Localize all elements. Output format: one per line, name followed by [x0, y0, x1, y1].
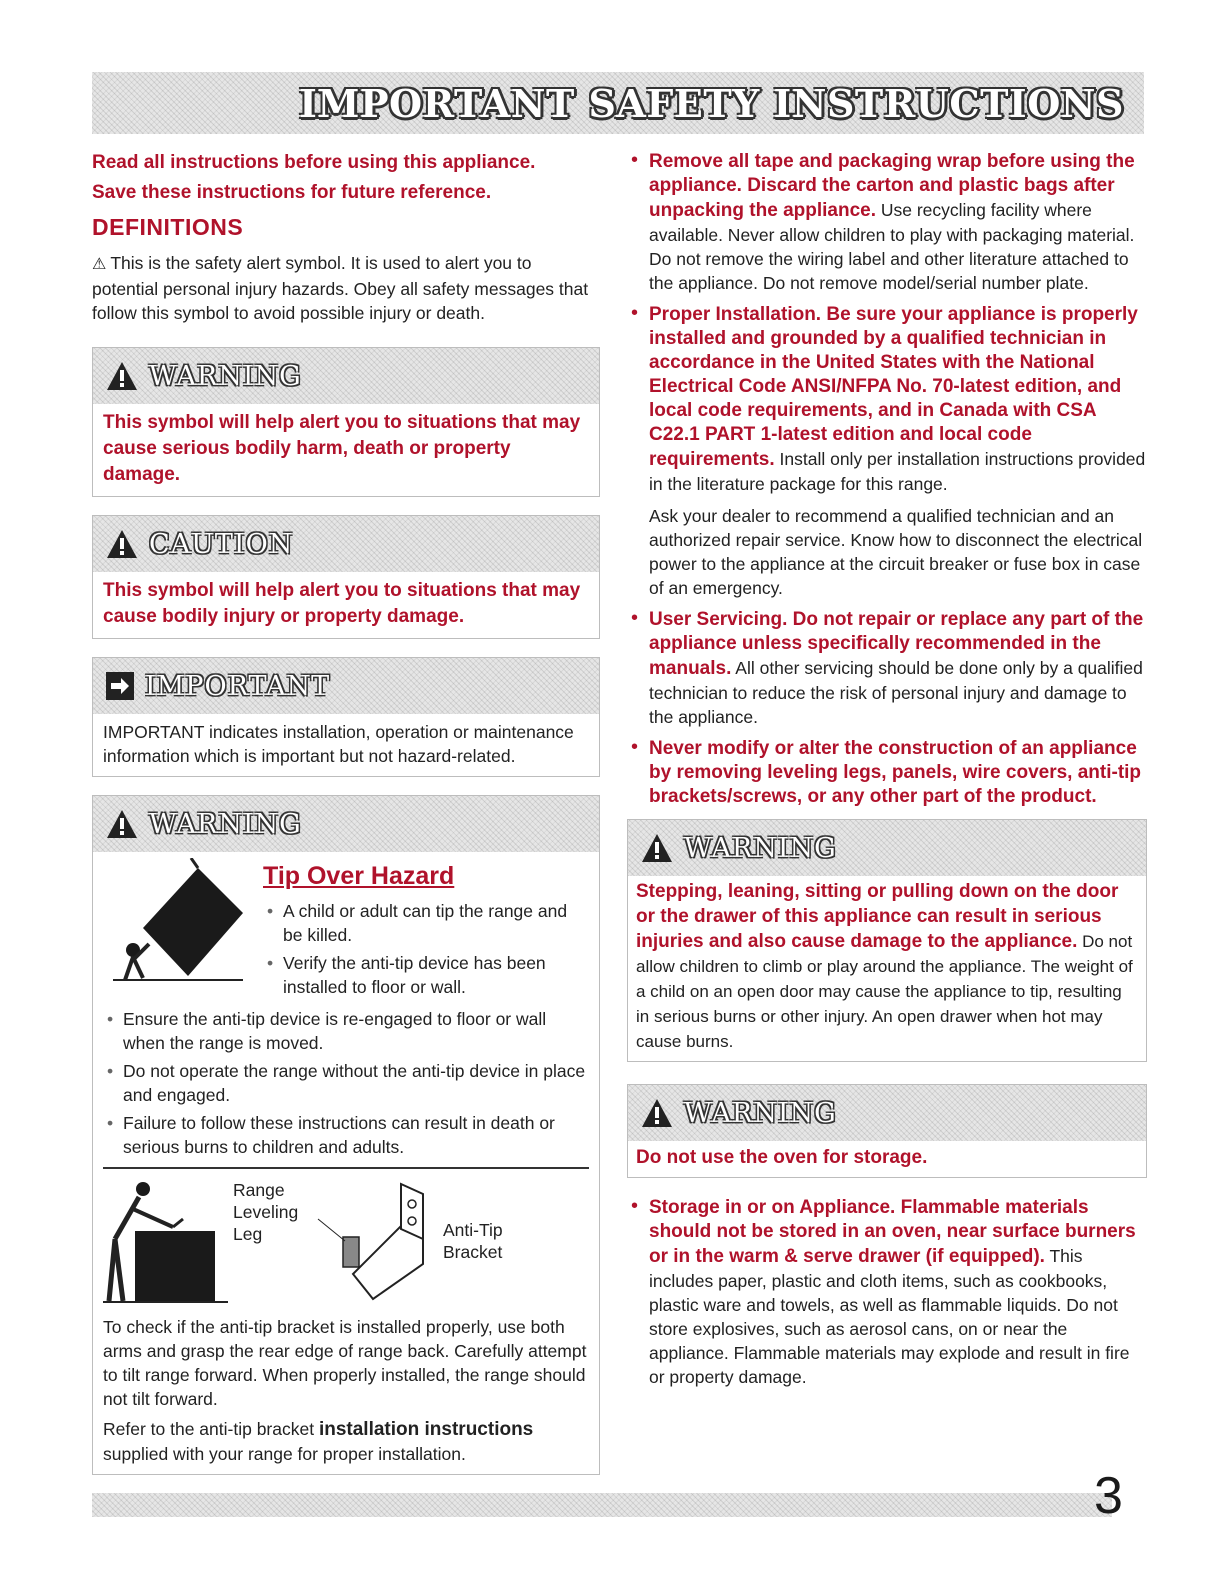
warning-body — [628, 876, 1146, 1061]
important-box — [92, 657, 600, 777]
caution-triangle-icon — [105, 528, 139, 560]
list-item: • User Servicing. Do not repair or replace any part of the appliance unless specifically recommended in the manuals. All other servicing should be done only by a qualified technician to reduce the risk of personal injury and damage to the appliance. — [627, 608, 1147, 729]
tip-over-body — [93, 852, 599, 1474]
definitions-title: DEFINITIONS — [92, 214, 244, 240]
list-item: • Ensure the anti-tip device is re-engaged to floor or wall when the range is moved. — [123, 1007, 589, 1055]
list-item: • Never modify or alter the construction of an appliance by removing leveling legs, panels, wire covers, anti-tip brackets/screws, or any other part of the product. — [627, 737, 1147, 809]
warning-header — [628, 1085, 1146, 1141]
list-item: • Proper Installation. Be sure your appliance is properly installed and grounded by a qualified technician in accordance in the United States with the National Electrical Code ANSI/NFPA No. 70-latest edition, and local code requirements, and in Canada with CSA C22.1 PART 1-latest edition and local code requirements. Install only per installation instructions provided in the literature package for this range. — [627, 303, 1147, 496]
anti-tip-bracket-illustration — [313, 1179, 443, 1304]
list-item: • A child or adult can tip the range and be killed. — [283, 899, 589, 947]
caution-box — [92, 515, 600, 639]
definitions-text: ⚠ This is the safety alert symbol. It is used to alert you to potential personal injury hazards. Obey all safety messages that follow this symbol to avoid possible injury or death. — [92, 253, 589, 323]
warning-label: WARNING — [149, 360, 302, 392]
header-banner — [92, 72, 1144, 134]
list-item: • Verify the anti-tip device has been installed to floor or wall. — [283, 951, 589, 999]
warning-triangle-icon — [640, 1097, 674, 1129]
list-item: • Storage in or on Appliance. Flammable materials should not be stored in an oven, near surface burners or in the warm & serve drawer (if equipped). This includes paper, plastic and cloth items, such as cookbooks, plastic ware and towels, as well as flammable liquids. Do not store explosives, such as aerosol cans, on or near the appliance. Flammable materials may explode and result in fire or property damage. — [627, 1196, 1147, 1389]
safety-alert-icon: ⚠ — [92, 256, 107, 273]
important-text: IMPORTANT indicates installation, operation or maintenance information which is important but not hazard-related. — [103, 722, 574, 766]
caution-header — [93, 516, 599, 572]
refer-instructions: Refer to the anti-tip bracket installation instructions supplied with your range for proper installation. — [103, 1419, 534, 1464]
warning-box-4 — [627, 1084, 1147, 1178]
left-column — [92, 150, 600, 1475]
dealer-paragraph: Ask your dealer to recommend a qualified technician and an authorized repair service. Know how to disconnect the electrical power to the appliance at the circuit breaker or fuse box in case of an emergency. — [649, 506, 1143, 598]
caution-label: CAUTION — [149, 528, 294, 560]
warning-text: Do not use the oven for storage. — [636, 1147, 928, 1168]
footer-strip — [92, 1493, 1112, 1517]
warning-label: WARNING — [149, 808, 302, 840]
divider — [103, 1167, 589, 1169]
warning-triangle-icon — [105, 360, 139, 392]
page-number: 3 — [1094, 1467, 1123, 1525]
warning-header — [93, 348, 599, 404]
figure-label-anti-tip: Anti-Tip — [443, 1220, 503, 1240]
anti-tip-figure — [103, 1179, 589, 1309]
warning-text: This symbol will help alert you to situations that may cause serious bodily harm, death or property damage. — [103, 412, 581, 485]
warning-body — [628, 1141, 1146, 1177]
warning-box-1 — [92, 347, 600, 497]
warning-header — [628, 820, 1146, 876]
figure-label-range: Range — [233, 1180, 285, 1200]
warning-triangle-icon — [105, 808, 139, 840]
tip-over-title: Tip Over Hazard — [263, 862, 455, 890]
arrow-box-icon — [105, 671, 135, 701]
warning-label: WARNING — [684, 1097, 837, 1129]
warning-text: Stepping, leaning, sitting or pulling down on the door or the drawer of this appliance can result in serious injuries and also cause damage to the appliance. Do not allow children to climb or play around the appliance. The weight of a child on an open door may cause the appliance to tip, resulting in serious burns or other injury. An open drawer when hot may cause burns. — [636, 881, 1133, 1051]
list-item: • Do not operate the range without the anti-tip device in place and engaged. — [123, 1059, 589, 1107]
check-instructions: To check if the anti-tip bracket is installed properly, use both arms and grasp the rear edge of range back. Carefully attempt to tilt range forward. When properly installed, the range should not tilt forward. — [103, 1317, 587, 1409]
warning-body — [93, 404, 599, 496]
list-item: • Remove all tape and packaging wrap before using the appliance. Discard the carton and plastic bags after unpacking the appliance. Use recycling facility where available. Never allow children to play with packaging material. Do not remove the wiring label and other literature attached to the appliance. Do not remove model/serial number plate. — [627, 150, 1147, 295]
warning-triangle-icon — [640, 832, 674, 864]
lead-read-all: Read all instructions before using this appliance. — [92, 152, 536, 173]
lead-save: Save these instructions for future reference. — [92, 182, 492, 203]
caution-text: This symbol will help alert you to situations that may cause bodily injury or property damage. — [103, 580, 581, 627]
warning-label: WARNING — [684, 832, 837, 864]
right-column — [627, 150, 1147, 1397]
page-title: IMPORTANT SAFETY INSTRUCTIONS — [299, 80, 1124, 126]
warning-header — [93, 796, 599, 852]
important-body — [93, 714, 599, 776]
important-header — [93, 658, 599, 714]
tipping-range-illustration — [103, 858, 253, 988]
list-item: • Failure to follow these instructions can result in death or serious burns to children and adults. — [123, 1111, 589, 1159]
warning-box-3 — [627, 819, 1147, 1062]
figure-label-bracket: Bracket — [443, 1242, 503, 1262]
figure-label-leg: Leg — [233, 1224, 263, 1244]
person-checking-range-illustration — [103, 1179, 233, 1304]
figure-label-leveling: Leveling — [233, 1202, 299, 1222]
important-label: IMPORTANT — [145, 670, 331, 702]
caution-body — [93, 572, 599, 638]
tip-over-warning-box — [92, 795, 600, 1475]
